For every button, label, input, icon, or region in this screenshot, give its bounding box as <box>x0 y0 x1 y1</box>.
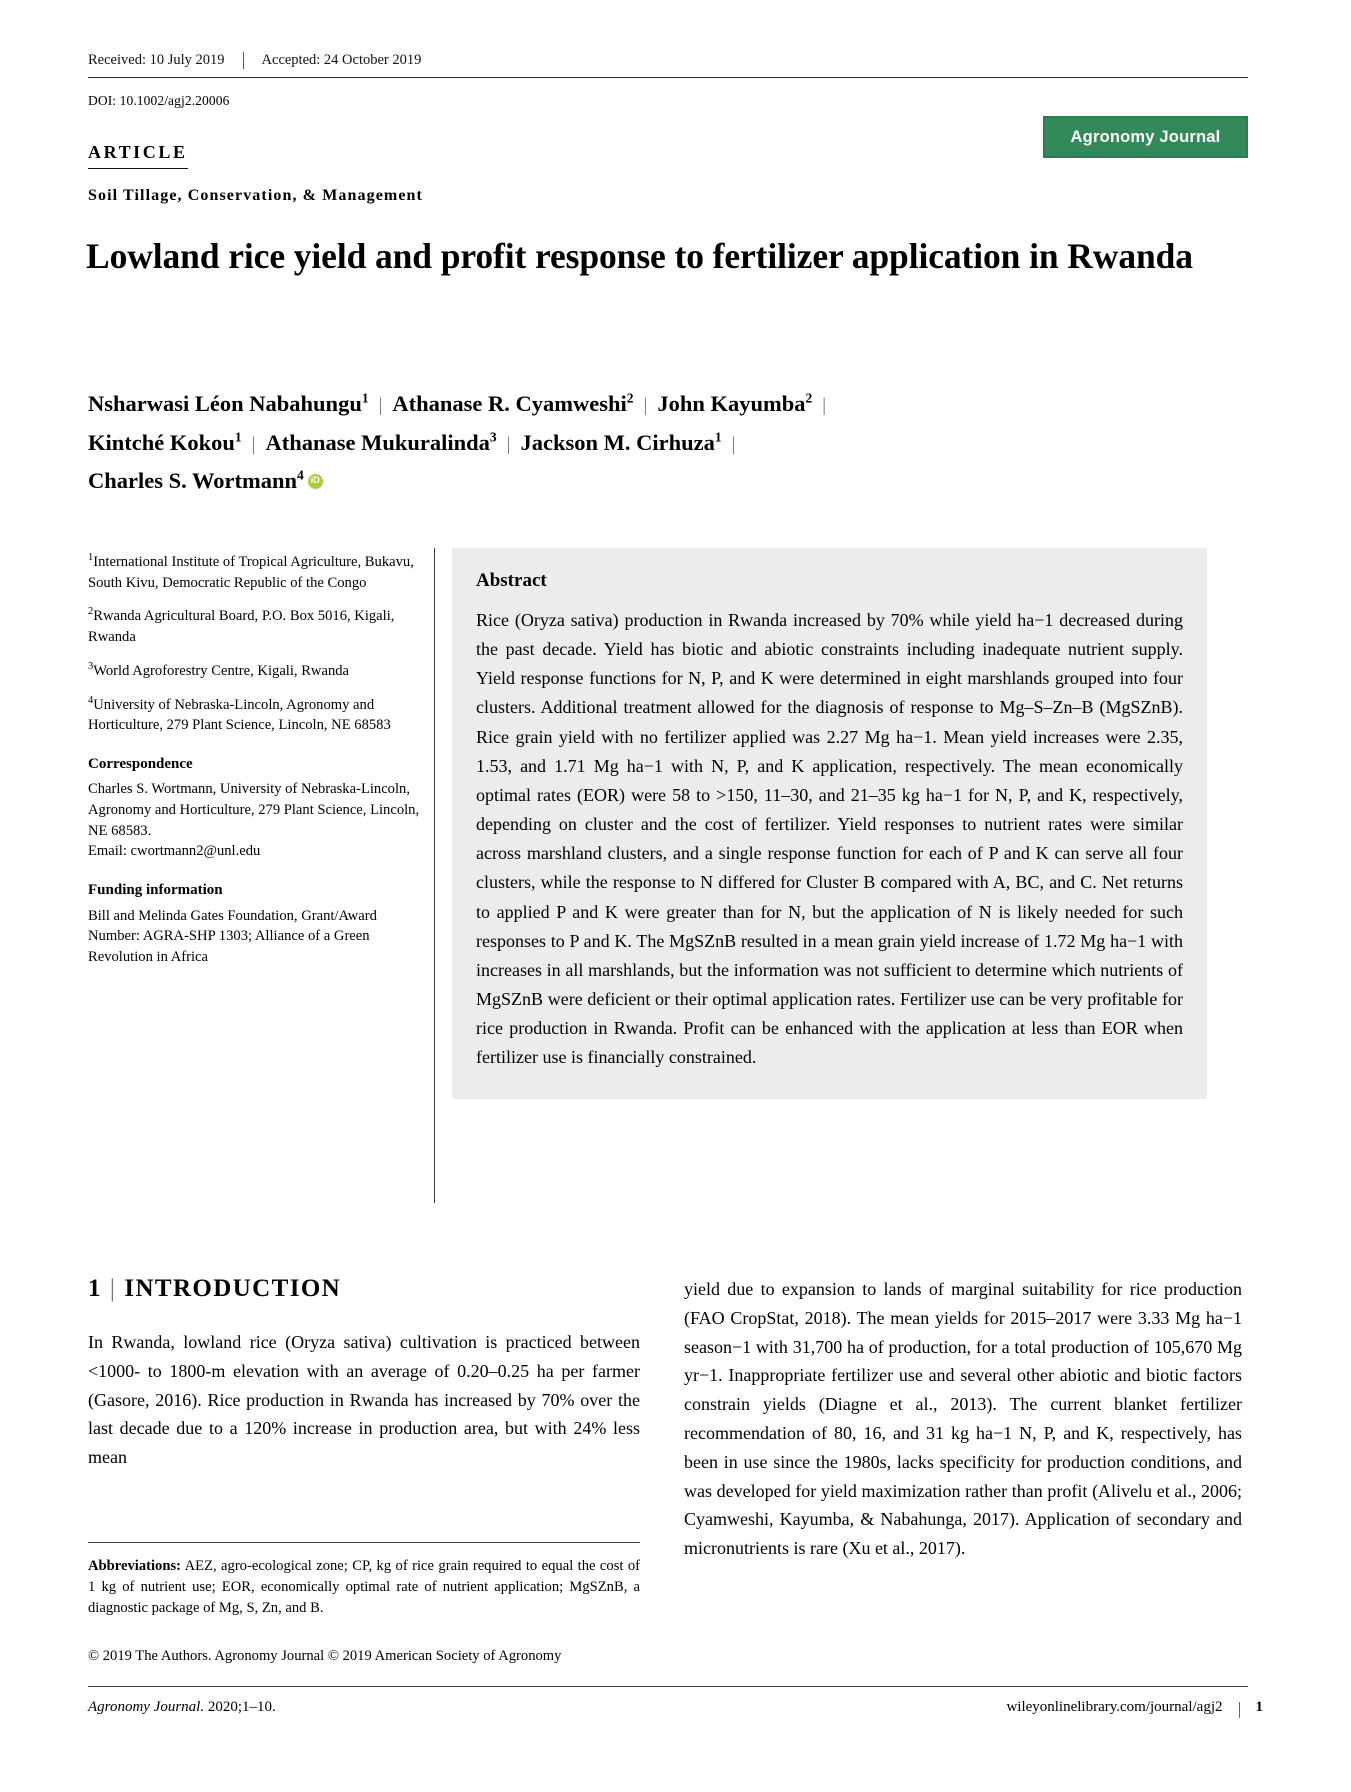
affiliation-item: $^3$World Agroforestry Centre, Kigali, Rwanda <box>88 661 350 679</box>
correspondence-text: Charles S. Wortmann, University of Nebraska-Lincoln, Agronomy and Horticulture, 279 Plant Science, Lincoln, NE 68583. Email: cwortmann2@unl.edu <box>88 781 420 860</box>
author: John Kayumba$^2$ <box>657 390 813 416</box>
author-list <box>88 385 1218 501</box>
received-date: Received: 10 July 2019 <box>88 52 225 68</box>
orcid-icon[interactable] <box>308 474 323 489</box>
journal-logo-badge <box>1043 116 1248 158</box>
paragraph: yield due to expansion to lands of marginal suitability for rice production (FAO CropStat, 2018). The mean yields for 2015–2017 were 3.33 Mg ha−1 season−1 with 31,700 ha of production, for a total production of 105,670 Mg yr−1. Inappropriate fertilizer use and several other abiotic and biotic factors constrain yields (Diagne et al., 2013). The current blanket fertilizer recommendation of 80, 16, and 31 kg ha−1 N, P, and K, respectively, has been in use since the 1980s, lacks specificity for production conditions, and was developed for yield maximization rather than profit (Alivelu et al., 2006; Cyamweshi, Kayumba, & Nabahunga, 2017). Application of secondary and micronutrients is rare (Xu et al., 2017). <box>684 1279 1242 1559</box>
abbreviations-label: Abbreviations: <box>88 1558 181 1574</box>
body-column-left <box>88 1328 640 1472</box>
author-separator: | <box>822 395 827 416</box>
footer-volume-pages: 2020;1–10. <box>204 1699 276 1715</box>
section-heading-introduction <box>88 1275 341 1303</box>
page-title: Lowland rice yield and profit response to fertilizer application in Rwanda <box>86 236 1193 276</box>
author: Nsharwasi Léon Nabahungu$^1$ <box>88 390 369 416</box>
footer-divider <box>1239 1702 1240 1718</box>
author: Jackson M. Cirhuza$^1$ <box>520 429 722 455</box>
author-separator: | <box>506 433 511 455</box>
journal-name: Agronomy Journal <box>1070 127 1221 146</box>
footer-url[interactable]: wileyonlinelibrary.com/journal/agj2 <box>1006 1699 1223 1715</box>
funding-text: Bill and Melinda Gates Foundation, Grant/Award Number: AGRA-SHP 1303; Alliance of a Green Revolution in Africa <box>88 907 377 965</box>
author: Charles S. Wortmann$^4$ <box>88 467 304 494</box>
author: Athanase R. Cyamweshi$^2$ <box>392 390 634 416</box>
section-number-divider: | <box>109 1275 117 1302</box>
abbreviations-note <box>88 1556 640 1619</box>
correspondence-heading: Correspondence <box>88 756 193 773</box>
affiliations-column <box>88 552 420 981</box>
date-divider <box>243 52 244 69</box>
section-title: INTRODUCTION <box>124 1275 342 1302</box>
footer-citation <box>88 1699 276 1716</box>
footer-right-block <box>1006 1699 1263 1716</box>
affiliation-item: $^4$University of Nebraska-Lincoln, Agronomy and Horticulture, 279 Plant Science, Lincoln, NE 68583 <box>88 694 391 734</box>
page-number: 1 <box>1255 1699 1263 1715</box>
article-type-label: ARTICLE <box>88 142 188 169</box>
footer-rule <box>88 1686 1248 1687</box>
copyright-text: © 2019 The Authors. Agronomy Journal © 2019 American Society of Agronomy <box>88 1648 562 1664</box>
body-column-right <box>684 1275 1242 1563</box>
section-number: 1 <box>88 1275 102 1302</box>
column-divider <box>434 548 435 1203</box>
abstract-heading: Abstract <box>476 570 547 591</box>
author-separator: | <box>731 433 736 455</box>
funding-heading: Funding information <box>88 882 223 899</box>
affiliation-item: $^2$Rwanda Agricultural Board, P.O. Box 5016, Kigali, Rwanda <box>88 606 395 646</box>
article-section-label: Soil Tillage, Conservation, & Management <box>88 187 423 204</box>
abstract-text: Rice (Oryza sativa) production in Rwanda increased by 70% while yield ha−1 decreased during the past decade. Yield has biotic and abiotic constraints including inadequate nutrient supply. Yield response functions for N, P, and K were determined in eight marshlands grouped into four clusters. Additional treatment allowed for the diagnosis of response to Mg–S–Zn–B (MgSZnB). Rice grain yield with no fertilizer applied was 2.27 Mg ha−1. Mean yield increases were 2.35, 1.53, and 1.71 Mg ha−1 with N, P, and K application, respectively. The mean economically optimal rates (EOR) were 58 to >150, 11–30, and 21–35 kg ha−1 for N, P, and K, respectively, depending on cluster and the cost of fertilizer. Yield responses to nutrient rates were similar across marshland clusters, and a single response function for each of P and K can serve all four clusters, while the response to N differed for Cluster B compared with A, BC, and C. Net returns to applied P and K were greater than for N, but the application of N is likely needed for such responses to P and K. The MgSZnB resulted in a mean grain yield increase of 1.72 Mg ha−1 with increases in all marshlands, but the information was not sufficient to determine which nutrients of MgSZnB were deficient or their optimal application rates. Fertilizer use can be very profitable for rice production in Rwanda. Profit can be enhanced with the application at less than EOR when fertilizer use is financially constrained. <box>476 610 1183 1068</box>
paragraph: In Rwanda, lowland rice (Oryza sativa) cultivation is practiced between <1000- to 1800-m elevation with an average of 0.20–0.25 ha per farmer (Gasore, 2016). Rice production in Rwanda has increased by 70% over the last decade due to a 120% increase in production area, but with 24% less mean <box>88 1332 640 1468</box>
author-separator: | <box>378 395 383 416</box>
abbreviations-text: AEZ, agro-ecological zone; CP, kg of rice grain required to equal the cost of 1 kg of nutrient use; EOR, economically optimal rate of nutrient application; MgSZnB, a diagnostic package of Mg, S, Zn, and B. <box>88 1558 641 1617</box>
doi-text[interactable]: DOI: 10.1002/agj2.20006 <box>88 93 230 108</box>
author-separator: | <box>251 433 256 455</box>
author: Kintché Kokou$^1$ <box>88 429 242 455</box>
affiliation-item: $^1$International Institute of Tropical Agriculture, Bukavu, South Kivu, Democratic Republic of the Congo <box>88 552 414 591</box>
submission-dates <box>88 52 1248 78</box>
author-separator: | <box>643 395 648 416</box>
author: Athanase Mukuralinda$^3$ <box>265 429 497 455</box>
correspondence-email[interactable]: Email: cwortmann2@unl.edu <box>88 843 261 860</box>
footnote-rule <box>88 1542 640 1543</box>
footer-journal-name: Agronomy Journal. <box>88 1699 205 1715</box>
accepted-date: Accepted: 24 October 2019 <box>261 52 422 68</box>
abstract-box <box>452 548 1207 1099</box>
